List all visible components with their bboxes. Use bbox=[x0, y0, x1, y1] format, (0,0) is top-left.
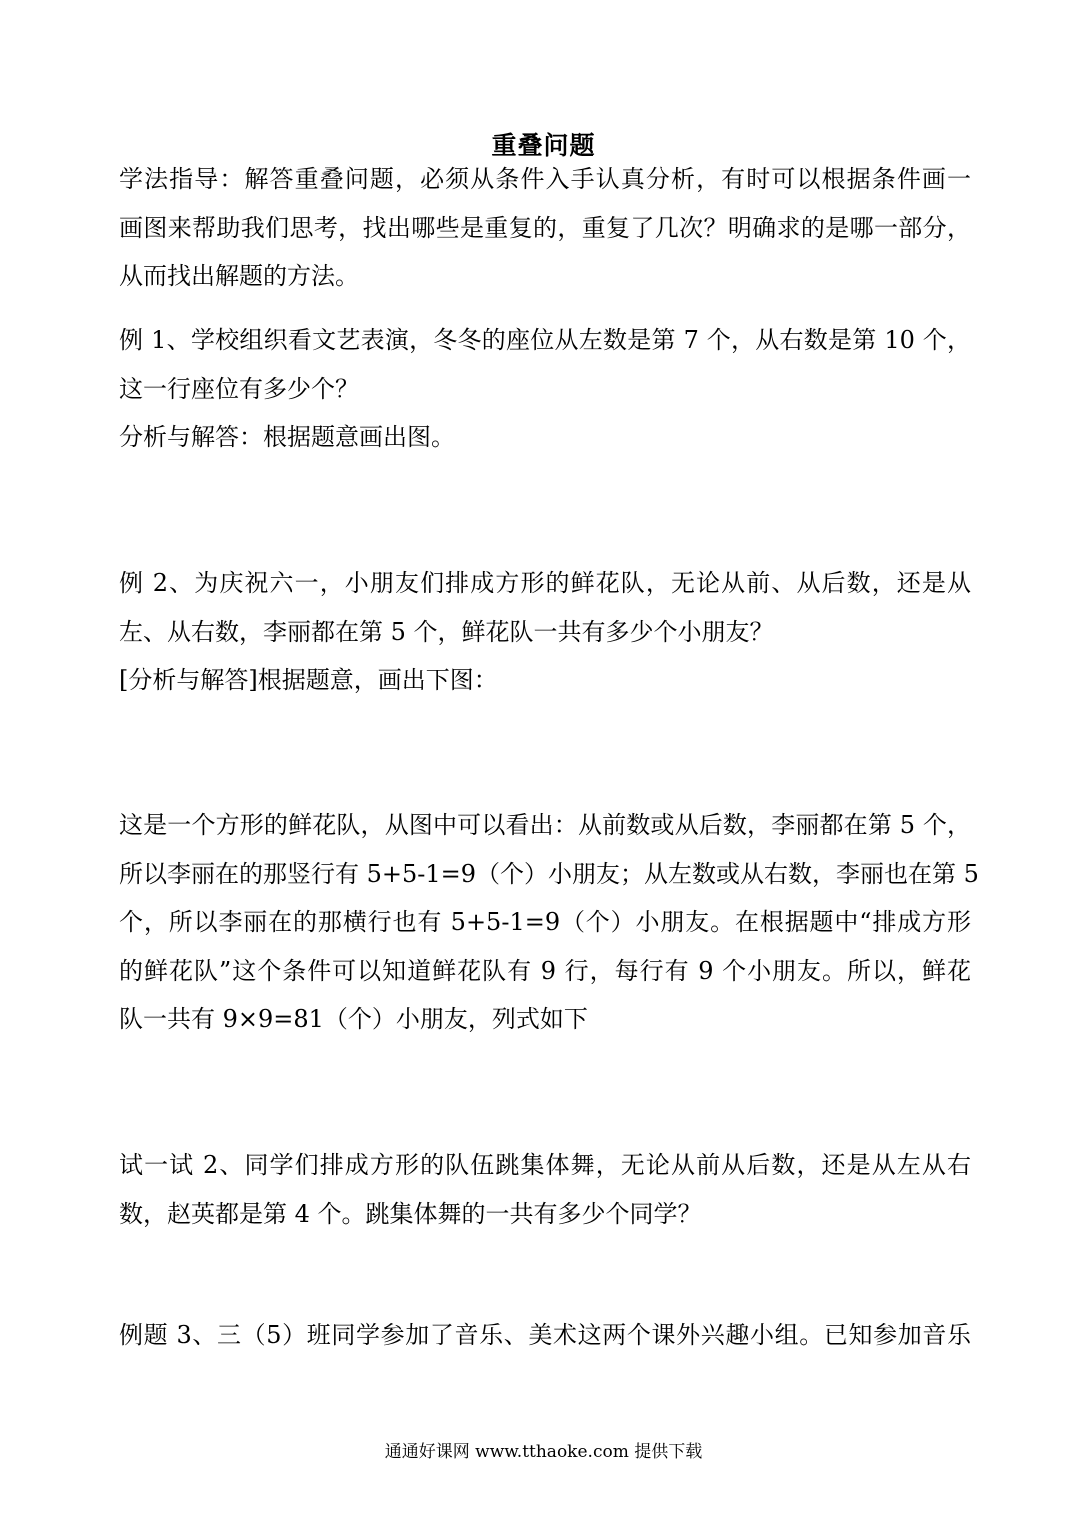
method-guide-line: 从而找出解题的方法。 bbox=[119, 262, 359, 290]
try-2-line: 数，赵英都是第 4 个。跳集体舞的一共有多少个同学？ bbox=[119, 1199, 702, 1228]
example-3-line: 例题 3、三（5）班同学参加了音乐、美术这两个课外兴趣小组。已知参加音乐 bbox=[119, 1321, 971, 1349]
example-1-line: 例 1、学校组织看文艺表演，冬冬的座位从左数是第 7 个，从右数是第 10 个， bbox=[119, 326, 971, 354]
explanation-line: 队一共有 9×9=81（个）小朋友，列式如下 bbox=[119, 1005, 588, 1033]
example-2-line: 例 2、为庆祝六一，小朋友们排成方形的鲜花队，无论从前、从后数，还是从 bbox=[119, 569, 971, 597]
example-2-paragraph bbox=[119, 559, 971, 705]
explanation-line: 这是一个方形的鲜花队，从图中可以看出：从前数或从后数，李丽都在第 5 个， bbox=[119, 811, 971, 839]
try-2-line: 试一试 2、同学们排成方形的队伍跳集体舞，无论从前从后数，还是从左从右 bbox=[119, 1151, 971, 1179]
page-title: 重叠问题 bbox=[491, 131, 596, 160]
example-1-line: 这一行座位有多少个？ bbox=[119, 374, 359, 403]
method-guide-line: 画图来帮助我们思考，找出哪些是重复的，重复了几次？明确求的是哪一部分， bbox=[119, 213, 971, 242]
example-1-paragraph bbox=[119, 316, 971, 462]
method-guide-line: 学法指导：解答重叠问题，必须从条件入手认真分析，有时可以根据条件画一 bbox=[119, 165, 971, 193]
example-2-line: [分析与解答]根据题意，画出下图： bbox=[119, 666, 498, 694]
method-guide-paragraph bbox=[119, 155, 971, 301]
page-footer: 通通好课网 www.tthaoke.com 提供下载 bbox=[384, 1442, 703, 1462]
example-3-paragraph bbox=[119, 1311, 971, 1360]
example-2-line: 左、从右数，李丽都在第 5 个，鲜花队一共有多少个小朋友？ bbox=[119, 617, 774, 646]
try-2-paragraph bbox=[119, 1141, 971, 1238]
explanation-line: 的鲜花队”这个条件可以知道鲜花队有 9 行，每行有 9 个小朋友。所以，鲜花 bbox=[119, 956, 971, 985]
explanation-paragraph bbox=[119, 801, 979, 1044]
explanation-line: 所以李丽在的那竖行有 5+5-1=9（个）小朋友；从左数或从右数，李丽也在第 5 bbox=[119, 859, 979, 888]
example-1-line: 分析与解答：根据题意画出图。 bbox=[119, 423, 455, 451]
explanation-line: 个，所以李丽在的那横行也有 5+5-1=9（个）小朋友。在根据题中“排成方形 bbox=[119, 908, 971, 936]
